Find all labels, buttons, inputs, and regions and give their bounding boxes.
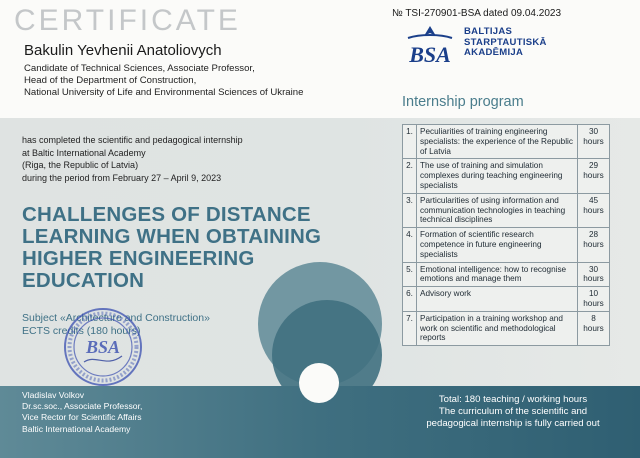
program-row-hours [578, 159, 610, 193]
academy-logo-icon [400, 24, 460, 68]
academy-name-line: AKADĒMIJA [464, 47, 524, 58]
hours-unit: hours [583, 239, 604, 249]
program-row-number: 2. [403, 159, 417, 193]
totals-block [398, 394, 628, 429]
decor-circle-small [299, 363, 339, 403]
recipient-line: National University of Life and Environmental Sciences of Ukraine [24, 87, 304, 99]
program-row [403, 125, 610, 159]
program-row-hours [578, 125, 610, 159]
program-row [403, 262, 610, 287]
hours-value: 28 [588, 230, 599, 240]
program-row-number: 6. [403, 287, 417, 312]
statement-line: (Riga, the Republic of Latvia) [22, 160, 139, 170]
signer-line: Baltic International Academy [22, 423, 131, 434]
program-row-hours [578, 228, 610, 262]
program-row-topic: Peculiarities of training engineering specialists: the experience of the Republic of Latvia [417, 125, 578, 159]
heading-line: LEARNING WHEN OBTAINING [22, 225, 322, 248]
stamp-text: BSA [85, 337, 121, 357]
program-row-topic: Particularities of using information and communication technologies in teaching technical disciplines [417, 193, 578, 227]
heading-line: HIGHER ENGINEERING [22, 247, 255, 270]
program-row [403, 287, 610, 312]
program-row-number: 5. [403, 262, 417, 287]
program-row-topic: The use of training and simulation complexes during teaching engineering specialists [417, 159, 578, 193]
program-row-topic: Participation in a training workshop and work on scientific and methodological reports [417, 311, 578, 345]
program-row-number: 7. [403, 311, 417, 345]
signer-line: Dr.sc.soc., Associate Professor, [22, 401, 143, 412]
hours-value: 8 [591, 313, 596, 323]
recipient-line: Head of the Department of Construction, [24, 75, 197, 87]
academy-name-line: STARPTAUTISKĀ [464, 36, 547, 48]
program-row-hours [578, 193, 610, 227]
program-row [403, 193, 610, 227]
program-row-hours [578, 311, 610, 345]
program-row-hours [578, 287, 610, 312]
program-row [403, 228, 610, 262]
hours-value: 30 [588, 127, 599, 136]
academy-stamp-icon [62, 306, 144, 388]
heading-line: EDUCATION [22, 269, 145, 292]
signer-line: Vladislav Volkov [22, 390, 85, 400]
signer-block [22, 390, 142, 435]
program-row [403, 311, 610, 345]
program-row-number: 4. [403, 228, 417, 262]
hours-value: 45 [588, 195, 599, 205]
totals-line: The curriculum of the scientific and [438, 405, 588, 417]
totals-line: pedagogical internship is fully carried out [426, 417, 600, 429]
totals-line: Total: 180 teaching / working hours [438, 394, 588, 405]
program-row-number: 3. [403, 193, 417, 227]
program-row [403, 159, 610, 193]
internship-topic-heading [22, 204, 321, 292]
program-row-topic: Emotional intelligence: how to recognise emotions and manage them [417, 262, 578, 287]
program-row-hours [578, 262, 610, 287]
signer-line: Vice Rector for Scientific Affairs [22, 412, 142, 423]
hours-unit: hours [583, 136, 604, 146]
hours-unit: hours [583, 171, 604, 181]
hours-unit: hours [583, 205, 604, 215]
document-number: № TSI-270901-BSA dated 09.04.2023 [392, 8, 561, 19]
recipient-details [24, 63, 303, 100]
hours-value: 30 [588, 264, 599, 274]
subject-line: Subject «Architecture and Construction» [22, 312, 210, 324]
program-table [402, 124, 610, 346]
recipient-line: Candidate of Technical Sciences, Associate Professor, [24, 63, 255, 74]
academy-name-line: BALTIJAS [464, 26, 513, 37]
heading-line: CHALLENGES OF DISTANCE [22, 203, 311, 226]
program-row-topic: Formation of scientific research competence in future engineering specialists [417, 228, 578, 262]
hours-unit: hours [583, 274, 604, 284]
certificate-title: CERTIFICATE [14, 4, 241, 37]
program-title: Internship program [402, 94, 524, 110]
recipient-name: Bakulin Yevhenii Anatoliovych [24, 42, 222, 59]
subject-line: ECTS credits (180 hours) [22, 325, 141, 337]
program-row-number: 1. [403, 125, 417, 159]
hours-value: 29 [588, 161, 599, 171]
hours-unit: hours [583, 323, 604, 333]
hours-unit: hours [583, 298, 604, 308]
academy-logo-text: BSA [409, 42, 451, 67]
hours-value: 10 [588, 289, 599, 299]
statement-line: at Baltic International Academy [22, 147, 146, 158]
internship-statement [22, 134, 243, 184]
program-row-topic: Advisory work [417, 287, 578, 312]
statement-line: has completed the scientific and pedagogical internship [22, 135, 243, 145]
statement-line: during the period from February 27 – April 9, 2023 [22, 172, 222, 183]
academy-name [464, 27, 547, 59]
